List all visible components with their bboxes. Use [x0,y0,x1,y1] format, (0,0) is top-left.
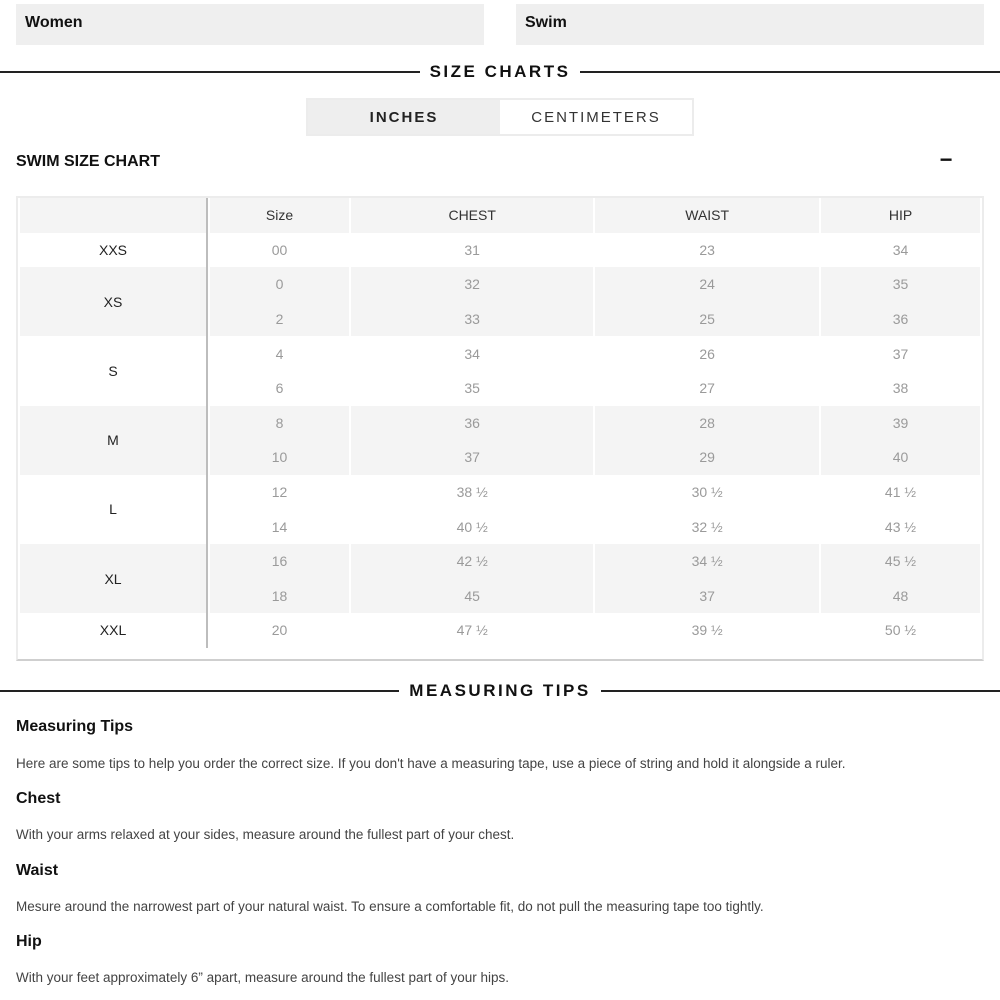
divider-line [601,690,1000,692]
size-chart-table-container [16,196,984,661]
table-row [20,613,980,648]
table-cell: 35 [821,267,980,302]
measuring-tips-heading-label: MEASURING TIPS [409,681,591,700]
table-cell: 6 [275,380,284,397]
hip-heading: Hip [16,933,42,950]
table-cell: 40 ½ [456,518,488,535]
size-label-cell: XXL [20,613,208,648]
divider-line [580,71,1000,73]
chart-title: SWIM SIZE CHART [16,153,160,170]
table-cell: 36 [821,302,980,337]
table-row [20,475,980,510]
table-cell: 00 [271,241,288,258]
unit-toggle [306,98,694,136]
table-cell: 18 [210,579,349,614]
table-header-cell: HIP [821,198,980,233]
table-header-cell: CHEST [351,198,593,233]
table-cell: 34 [892,241,909,258]
size-label-cell: L [20,475,208,544]
table-cell: 8 [210,406,349,441]
table-cell: 36 [351,406,593,441]
table-header-cell: Size [210,198,349,233]
table-cell: 10 [210,440,349,475]
table-header-cell [20,198,208,233]
table-cell: 38 [892,380,909,397]
size-label-cell: XL [20,544,208,613]
table-cell: 33 [351,302,593,337]
table-cell: 4 [275,345,284,362]
table-cell: 50 ½ [884,622,917,639]
divider-line [0,71,420,73]
table-cell: 39 [821,406,980,441]
table-cell: 41 ½ [884,484,917,501]
table-cell: 45 ½ [821,544,980,579]
table-header-cell: WAIST [595,198,819,233]
size-chart-body [20,233,980,648]
size-charts-heading [0,60,1000,84]
table-cell: 37 [892,345,909,362]
table-cell: 30 ½ [691,484,723,501]
table-row [20,544,980,579]
table-cell: 32 ½ [691,518,723,535]
table-cell: 25 [595,302,819,337]
table-cell: 34 [464,345,480,362]
waist-text: Mesure around the narrowest part of your natural waist. To ensure a comfortable fit, do not pull the measuring tape too tightly. [16,899,764,914]
size-label-cell: S [20,336,208,405]
table-cell: 37 [351,440,593,475]
category-dropdown[interactable]: Women [16,4,484,45]
table-cell: 23 [699,241,715,258]
table-cell: 29 [595,440,819,475]
table-cell: 39 ½ [691,622,723,639]
table-cell: 27 [699,380,715,397]
table-cell: 37 [595,579,819,614]
table-cell: 43 ½ [884,518,917,535]
size-label-cell: M [20,406,208,475]
chest-heading: Chest [16,790,61,807]
tips-heading: Measuring Tips [16,718,134,735]
measuring-tips-heading [0,679,1000,703]
tips-intro: Here are some tips to help you order the correct size. If you don't have a measuring tape, use a piece of string and hold it alongside a ruler. [16,756,846,771]
hip-text: With your feet approximately 6” apart, measure around the fullest part of your hips. [16,970,509,985]
table-header-row [20,198,980,233]
table-cell: 32 [351,267,593,302]
table-cell: 26 [699,345,715,362]
table-cell: 40 [821,440,980,475]
table-cell: 28 [595,406,819,441]
table-row [20,336,980,371]
table-cell: 0 [210,267,349,302]
table-cell: 45 [351,579,593,614]
size-chart-table [18,198,982,648]
table-cell: 20 [271,622,288,639]
table-cell: 12 [271,484,288,501]
table-cell: 24 [595,267,819,302]
collapse-icon[interactable]: − [939,147,953,172]
table-row [20,233,980,268]
waist-heading: Waist [16,862,59,879]
table-cell: 48 [821,579,980,614]
table-cell: 14 [271,518,288,535]
product-type-dropdown[interactable]: Swim [516,4,984,45]
table-row [20,406,980,441]
divider-line [0,690,399,692]
centimeters-tab[interactable]: CENTIMETERS [500,100,692,134]
size-label-cell: XS [20,267,208,336]
table-cell: 42 ½ [351,544,593,579]
table-cell: 35 [464,380,480,397]
table-cell: 34 ½ [595,544,819,579]
table-row [20,267,980,302]
inches-tab[interactable]: INCHES [308,100,500,134]
table-cell: 38 ½ [456,484,488,501]
chest-text: With your arms relaxed at your sides, measure around the fullest part of your chest. [16,827,515,842]
table-cell: 2 [210,302,349,337]
table-cell: 31 [464,241,480,258]
size-label-cell: XXS [20,233,208,268]
size-charts-heading-label: SIZE CHARTS [429,62,571,81]
table-cell: 16 [210,544,349,579]
table-cell: 47 ½ [456,622,488,639]
